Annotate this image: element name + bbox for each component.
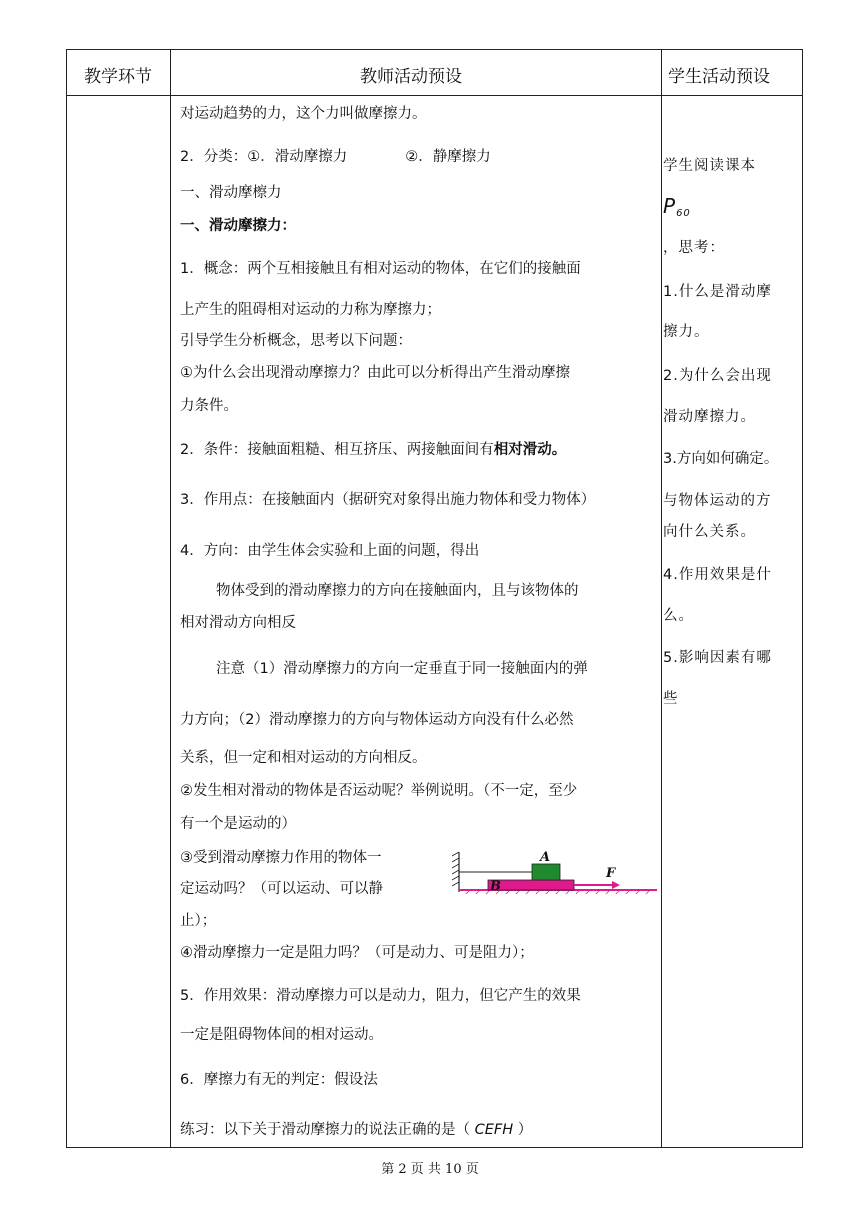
teacher-line: 关系，但一定和相对运动的方向相反。 [180,750,427,766]
student-line: 5.影响因素有哪 [663,650,772,666]
teacher-line: ①为什么会出现滑动摩擦力？由此可以分析得出产生滑动摩擦 [180,365,570,381]
student-line: 擦力。 [663,324,710,340]
teacher-line: 一、滑动摩檫力 [180,185,282,201]
teacher-line: 对运动趋势的力，这个力叫做摩擦力。 [180,106,427,122]
teacher-line: 6．摩擦力有无的判定：假设法 [180,1072,378,1088]
header-divider [67,95,802,96]
header-teaching-stage: 教学环节 [84,67,152,87]
exercise-line [180,1118,532,1139]
teacher-line: 力方向；（2）滑动摩擦力的方向与物体运动方向没有什么必然 [180,712,574,728]
teacher-line: 相对滑动方向相反 [180,615,296,631]
page-footer: 第 2 页 共 10 页 [381,1162,479,1177]
student-line: 2.为什么会出现 [663,368,772,384]
label-a: A [540,850,551,865]
student-line: 学生阅读课本 [663,158,756,174]
student-line: 滑动摩擦力。 [663,409,756,425]
teacher-line: ②发生相对滑动的物体是否运动呢？举例说明。（不一定，至少 [180,783,578,799]
condition-text: 2．条件：接触面粗糙、相互挤压、两接触面间有 [180,442,494,458]
student-line [663,194,691,219]
teacher-line: 注意（1）滑动摩擦力的方向一定垂直于同一接触面内的弹 [216,661,588,677]
student-line: 与物体运动的方 [663,493,772,509]
force-arrowhead [612,881,620,889]
label-f: F [606,866,616,881]
exercise-text: 练习：以下关于滑动摩擦力的说法正确的是（ [180,1122,470,1138]
exercise-answer: CEFH [474,1122,514,1138]
header-teacher-activity: 教师活动预设 [360,67,462,87]
teacher-line: ③受到滑动摩擦力作用的物体一 [180,850,382,866]
label-b: B [490,879,501,894]
teacher-line: 4．方向：由学生体会实验和上面的问题，得出 [180,543,480,559]
teacher-line [180,438,566,459]
student-line: 1.什么是滑动摩 [663,284,772,300]
student-line: 些 [663,691,679,707]
textbook-page-number: 60 [676,208,691,219]
column-divider-1 [170,50,171,1147]
teacher-line: ④滑动摩擦力一定是阻力吗？（可是动力、可是阻力）； [180,945,534,961]
student-line: 4.作用效果是什 [663,567,772,583]
exercise-close: ） [517,1122,533,1138]
teacher-line: 2．分类：①．滑动摩擦力 ②．静摩擦力 [180,149,491,165]
friction-diagram [452,846,660,896]
block-a [532,864,560,880]
teacher-line: 一定是阻碍物体间的相对运动。 [180,1027,383,1043]
header-student-activity: 学生活动预设 [668,67,770,87]
teacher-line: 有一个是运动的） [180,816,296,832]
section-heading: 一、滑动摩擦力： [180,218,296,234]
textbook-p: P [663,194,677,218]
condition-emphasis: 相对滑动。 [493,442,567,458]
column-divider-2 [661,50,662,1147]
teacher-line: 止）； [180,913,217,929]
teacher-line: 引导学生分析概念，思考以下问题： [180,333,412,349]
wall-hatching [452,852,459,886]
student-line: 向什么关系。 [663,524,756,540]
student-line: 么。 [663,608,694,624]
teacher-line: 3．作用点：在接触面内（据研究对象得出施力物体和受力物体） [180,492,596,508]
student-line: ，思考： [663,240,725,256]
teacher-line: 1．概念：两个互相接触且有相对运动的物体，在它们的接触面 [180,261,581,277]
teacher-line: 5．作用效果：滑动摩擦力可以是动力，阻力，但它产生的效果 [180,988,581,1004]
student-line: 3.方向如何确定。 [663,451,779,467]
teacher-line: 力条件。 [180,398,238,414]
teacher-line: 上产生的阻碍相对运动的力称为摩擦力； [180,302,441,318]
teacher-line: 物体受到的滑动摩擦力的方向在接触面内，且与该物体的 [216,583,579,599]
teacher-line: 定运动吗？（可以运动、可以静 [180,881,383,897]
